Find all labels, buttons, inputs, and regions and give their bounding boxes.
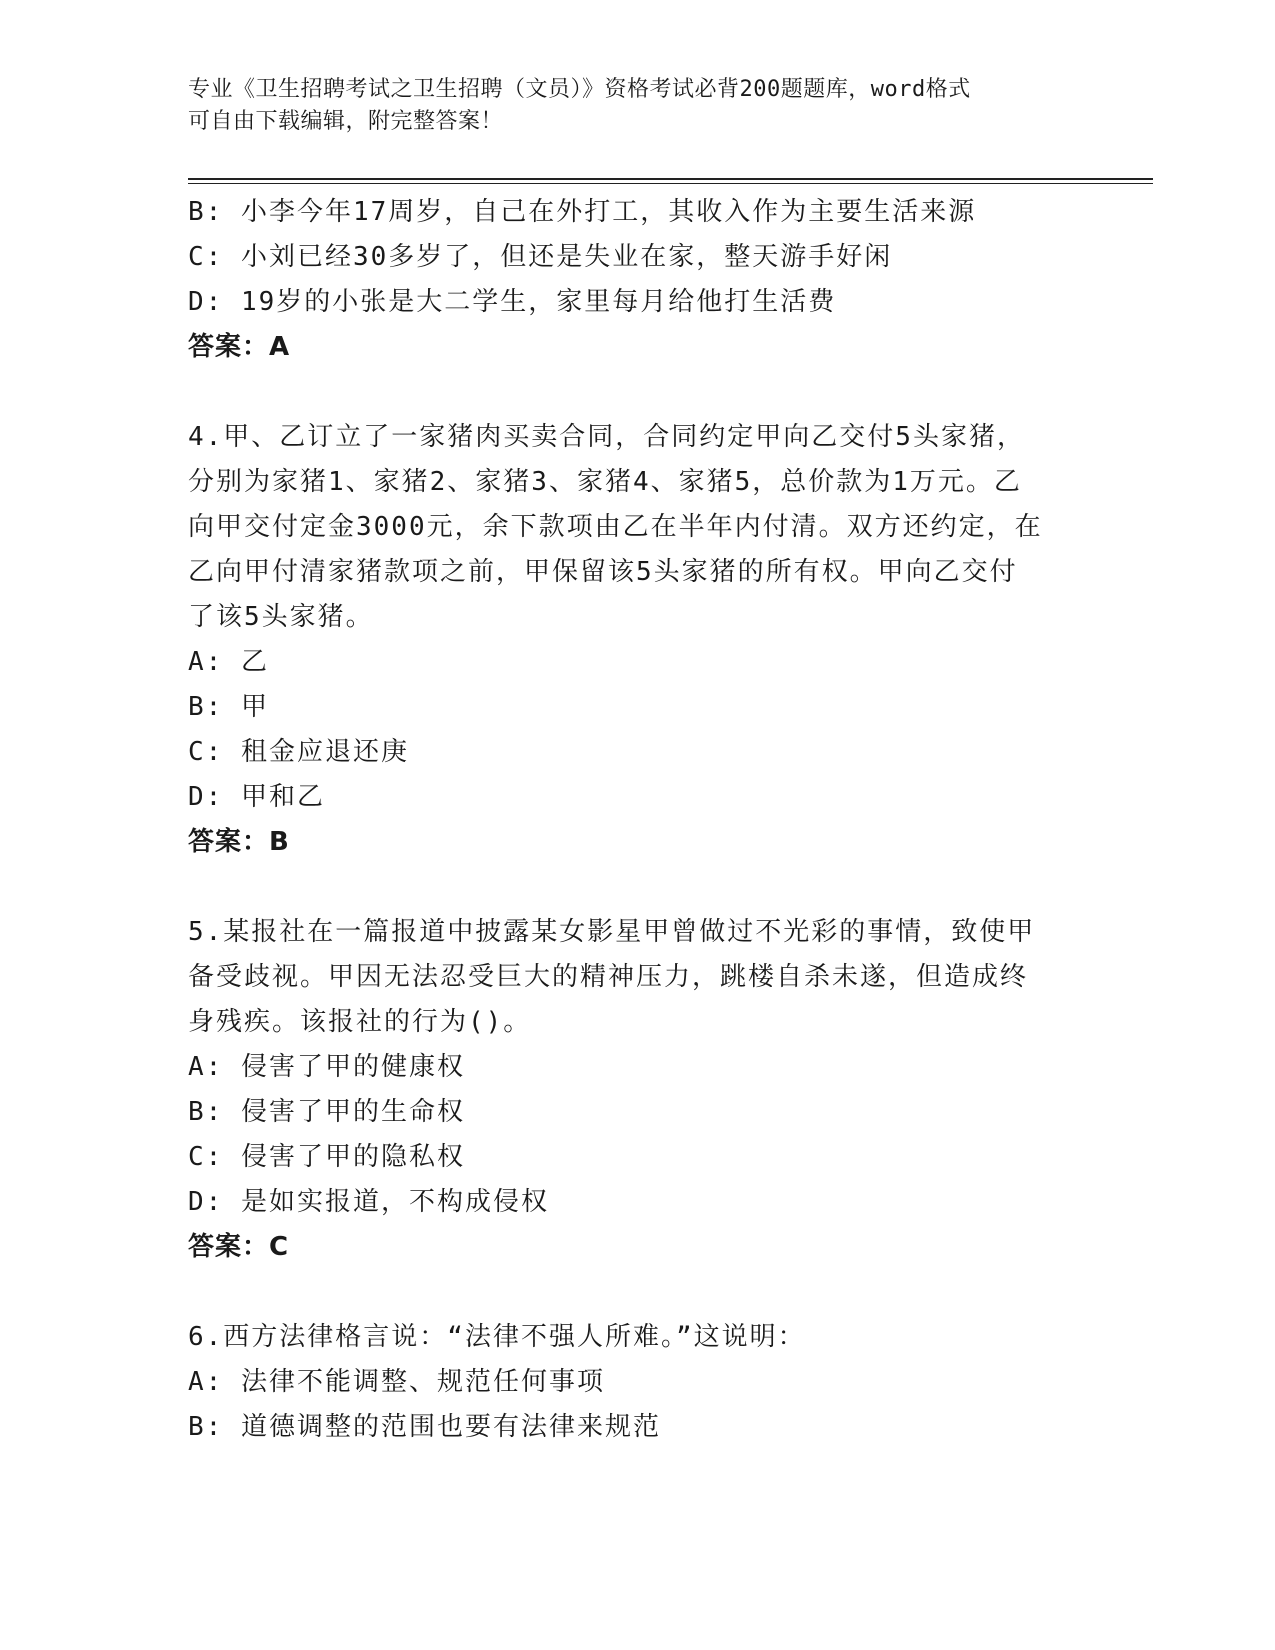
document-header [188,74,1068,138]
question-content [188,190,1088,1450]
question-3 [188,190,1088,370]
question-4 [188,415,1088,865]
option-b: B: 甲 [188,692,269,722]
option-c: C: 小刘已经30多岁了，但还是失业在家，整天游手好闲 [188,242,893,272]
question-stem-line: 4.甲、乙订立了一家猪肉买卖合同，合同约定甲向乙交付5头家猪， [188,422,1025,452]
question-stem-line: 5.某报社在一篇报道中披露某女影星甲曾做过不光彩的事情，致使甲 [188,917,1036,947]
header-rule-thick [188,178,1153,180]
option-a: A: 乙 [188,647,269,677]
question-stem-line: 备受歧视。甲因无法忍受巨大的精神压力，跳楼自杀未遂，但造成终 [188,962,1029,992]
option-d: D: 19岁的小张是大二学生，家里每月给他打生活费 [188,287,837,317]
question-5 [188,910,1088,1270]
option-d: D: 甲和乙 [188,782,325,812]
option-c: C: 侵害了甲的隐私权 [188,1142,465,1172]
option-a: A: 法律不能调整、规范任何事项 [188,1367,605,1397]
option-d: D: 是如实报道，不构成侵权 [188,1187,549,1217]
option-c: C: 租金应退还庚 [188,737,409,767]
question-6 [188,1315,1088,1450]
header-rule-thin [188,183,1153,184]
header-line-2: 可自由下载编辑，附完整答案！ [188,109,504,134]
answer: 答案：C [188,1232,290,1262]
question-stem-line: 分别为家猪1、家猪2、家猪3、家猪4、家猪5，总价款为1万元。乙 [188,467,1022,497]
question-stem-line: 向甲交付定金3000元，余下款项由乙在半年内付清。双方还约定，在 [188,512,1043,542]
question-stem-line: 乙向甲付清家猪款项之前，甲保留该5头家猪的所有权。甲向乙交付 [188,557,1018,587]
question-stem-line: 6.西方法律格言说：“法律不强人所难。”这说明： [188,1322,806,1352]
header-line-1: 专业《卫生招聘考试之卫生招聘（文员）》资格考试必背200题题库，word格式 [188,77,971,102]
option-a: A: 侵害了甲的健康权 [188,1052,465,1082]
option-b: B: 道德调整的范围也要有法律来规范 [188,1412,661,1442]
answer: 答案：B [188,827,290,857]
option-b: B: 小李今年17周岁，自己在外打工，其收入作为主要生活来源 [188,197,977,227]
question-stem-line: 了该5头家猪。 [188,602,374,632]
answer: 答案：A [188,332,291,362]
option-b: B: 侵害了甲的生命权 [188,1097,465,1127]
question-stem-line: 身残疾。该报社的行为()。 [188,1007,532,1037]
